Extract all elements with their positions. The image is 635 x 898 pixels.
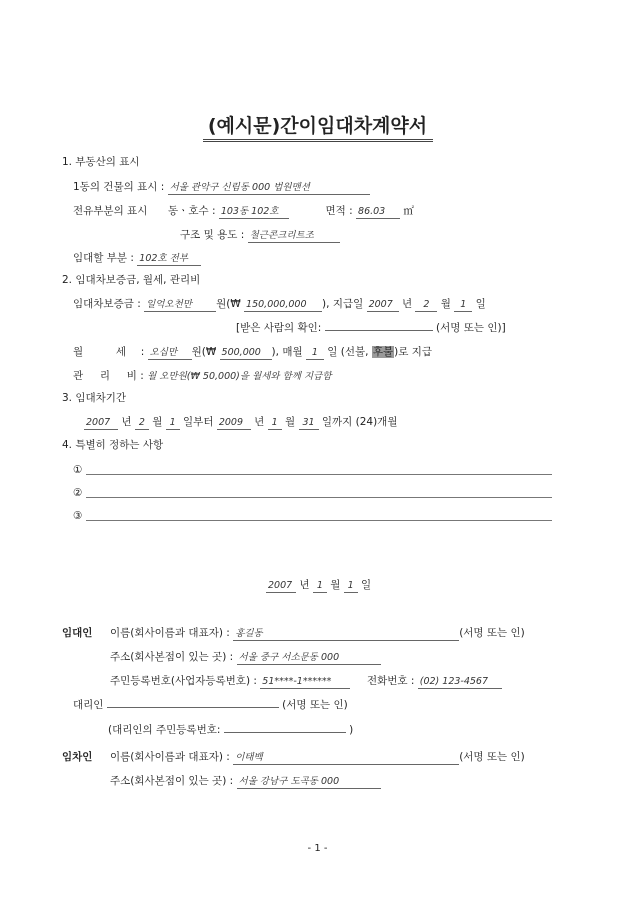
pay-month[interactable]: 2 [415, 298, 437, 312]
lessee-name-value[interactable]: 이태백 [233, 751, 459, 765]
date-day[interactable]: 1 [344, 579, 358, 593]
month-char: 월 [440, 298, 451, 310]
start-year[interactable]: 2007 [84, 416, 118, 430]
mgmt-colon: : [140, 370, 144, 382]
lessee-addr-value[interactable]: 서울 강남구 도곡동 000 [237, 775, 381, 789]
mgmt-value[interactable]: 월 오만원(₩ 50,000)을 월세와 함께 지급함 [147, 371, 332, 382]
special-item-2-line[interactable] [86, 497, 552, 498]
agent-sign: (서명 또는 인) [282, 699, 348, 711]
deposit-label: 임대차보증금 : [73, 298, 141, 310]
building-label: 1동의 건물의 표시 : [73, 181, 165, 193]
date-day-char: 일 [361, 579, 372, 591]
date-year-char: 년 [299, 579, 310, 591]
agent-id-open: (대리인의 주민등록번호: [108, 724, 221, 736]
rent-label-a: 월 [73, 346, 84, 358]
section-2-heading: 2. 임대차보증금, 월세, 관리비 [62, 274, 201, 286]
section-4-heading: 4. 특별히 정하는 사항 [62, 439, 164, 451]
deposit-row [73, 297, 486, 312]
dongho-label: 동ㆍ호수 : [168, 205, 216, 217]
area-label: 면적 : [325, 205, 353, 217]
lessor-name-row [110, 626, 525, 641]
lessee-addr-label: 주소(회사본점이 있는 곳) : [110, 775, 234, 787]
mgmt-label-a: 관 [73, 370, 84, 382]
lease-part-value[interactable]: 102호 전부 [137, 252, 201, 266]
lessee-addr-row [110, 774, 381, 789]
special-item-2-num: ② [73, 487, 83, 499]
receipt-signature-field[interactable] [325, 330, 433, 331]
document-title: (예시문)간이임대차계약서 [207, 115, 428, 137]
rent-monthly: ), 매월 [271, 346, 303, 358]
rent-day[interactable]: 1 [306, 346, 324, 360]
rent-colon: : [140, 346, 145, 358]
structure-row [180, 228, 340, 243]
deposit-pay-label: ), 지급일 [322, 298, 364, 310]
lessor-sign: (서명 또는 인) [459, 627, 525, 639]
unit-row [73, 204, 414, 219]
deposit-words[interactable]: 일억오천만 [144, 298, 216, 312]
agent-id-close: ) [349, 724, 354, 736]
start-month[interactable]: 2 [135, 416, 149, 430]
unit-label: 전유부분의 표시 [73, 205, 148, 217]
agent-name-field[interactable] [107, 707, 279, 708]
page-number: - 1 - [307, 843, 328, 854]
receipt-close: (서명 또는 인)] [436, 322, 506, 334]
lease-duration[interactable]: (24)개월 [355, 416, 398, 428]
year-char: 년 [401, 298, 413, 310]
pay-day[interactable]: 1 [454, 298, 472, 312]
date-year[interactable]: 2007 [266, 579, 296, 593]
lessor-id-row [110, 674, 502, 689]
lessor-role: 임대인 [62, 627, 93, 639]
agent-label: 대리인 [73, 699, 104, 711]
end-month-char: 월 [285, 416, 296, 428]
lease-part-label: 임대할 부분 : [73, 252, 134, 264]
mgmt-label-b: 리 [99, 370, 110, 382]
start-month-char: 월 [152, 416, 163, 428]
agent-id-row [108, 723, 353, 737]
section-1-heading: 1. 부동산의 표시 [62, 156, 140, 168]
end-year[interactable]: 2009 [217, 416, 251, 430]
lessor-addr-label: 주소(회사본점이 있는 곳) : [110, 651, 234, 663]
mgmt-label-c: 비 [126, 370, 137, 382]
contract-date [266, 578, 371, 593]
period-row [84, 415, 397, 430]
lessor-name-label: 이름(회사이름과 대표자) : [110, 627, 230, 639]
area-value[interactable]: 86.03 [356, 205, 400, 219]
end-year-char: 년 [254, 416, 265, 428]
day-char: 일 [475, 298, 486, 310]
lessee-name-row [110, 750, 525, 765]
rent-amount[interactable]: 500,000 [220, 346, 272, 360]
lessor-addr-row [110, 650, 381, 665]
special-item-3-num: ③ [73, 510, 83, 522]
area-unit: ㎡ [403, 205, 414, 217]
end-tail: 일까지 [321, 416, 353, 428]
agent-id-field[interactable] [224, 732, 346, 733]
end-day[interactable]: 31 [299, 416, 319, 430]
building-row [73, 180, 370, 195]
structure-value[interactable]: 철근콘크리트조 [248, 229, 340, 243]
lessee-name-label: 이름(회사이름과 대표자) : [110, 751, 230, 763]
special-item-1-num: ① [73, 464, 83, 476]
start-year-char: 년 [121, 416, 132, 428]
lessor-name-value[interactable]: 홍길동 [233, 627, 459, 641]
rent-postpaid-selected[interactable]: 후불 [372, 346, 394, 358]
pay-year[interactable]: 2007 [367, 298, 399, 312]
start-tail: 일부터 [183, 416, 214, 428]
dongho-value[interactable]: 103동 102호 [219, 205, 289, 219]
structure-label: 구조 및 용도 : [180, 229, 245, 241]
special-item-3-line[interactable] [86, 520, 552, 521]
deposit-amount[interactable]: 150,000,000 [244, 298, 322, 312]
lessee-role: 임차인 [62, 751, 93, 763]
lessor-id-value[interactable]: 51****-1****** [260, 675, 350, 689]
section-3-heading: 3. 임대차기간 [62, 392, 127, 404]
rent-tail: )로 지급 [394, 346, 433, 358]
rent-row [73, 345, 432, 360]
rent-day-char: 일 (선불, [327, 346, 369, 358]
lessor-addr-value[interactable]: 서울 중구 서소문동 000 [237, 651, 381, 665]
lease-part-row [73, 251, 201, 266]
deposit-currency: 원(₩ [216, 298, 241, 310]
special-item-1-line[interactable] [86, 474, 552, 475]
lessor-id-label: 주민등록번호(사업자등록번호) : [110, 675, 257, 687]
lessor-phone-label: 전화번호 : [366, 675, 415, 687]
receipt-open: [받은 사람의 확인: [236, 322, 322, 334]
title-underline [203, 139, 433, 142]
date-month[interactable]: 1 [313, 579, 327, 593]
agent-row [73, 698, 348, 712]
lessor-phone-value[interactable]: (02) 123-4567 [418, 675, 502, 689]
lessee-sign: (서명 또는 인) [459, 751, 525, 763]
end-month[interactable]: 1 [268, 416, 282, 430]
rent-currency: 원(₩ [191, 346, 217, 358]
rent-label-b: 세 [115, 346, 126, 358]
date-month-char: 월 [330, 579, 341, 591]
rent-words[interactable]: 오십만 [148, 346, 192, 360]
building-value[interactable]: 서울 관악구 신림동 000 법원맨션 [168, 181, 370, 195]
start-day[interactable]: 1 [166, 416, 180, 430]
management-row [73, 369, 332, 384]
receipt-row [236, 321, 506, 335]
